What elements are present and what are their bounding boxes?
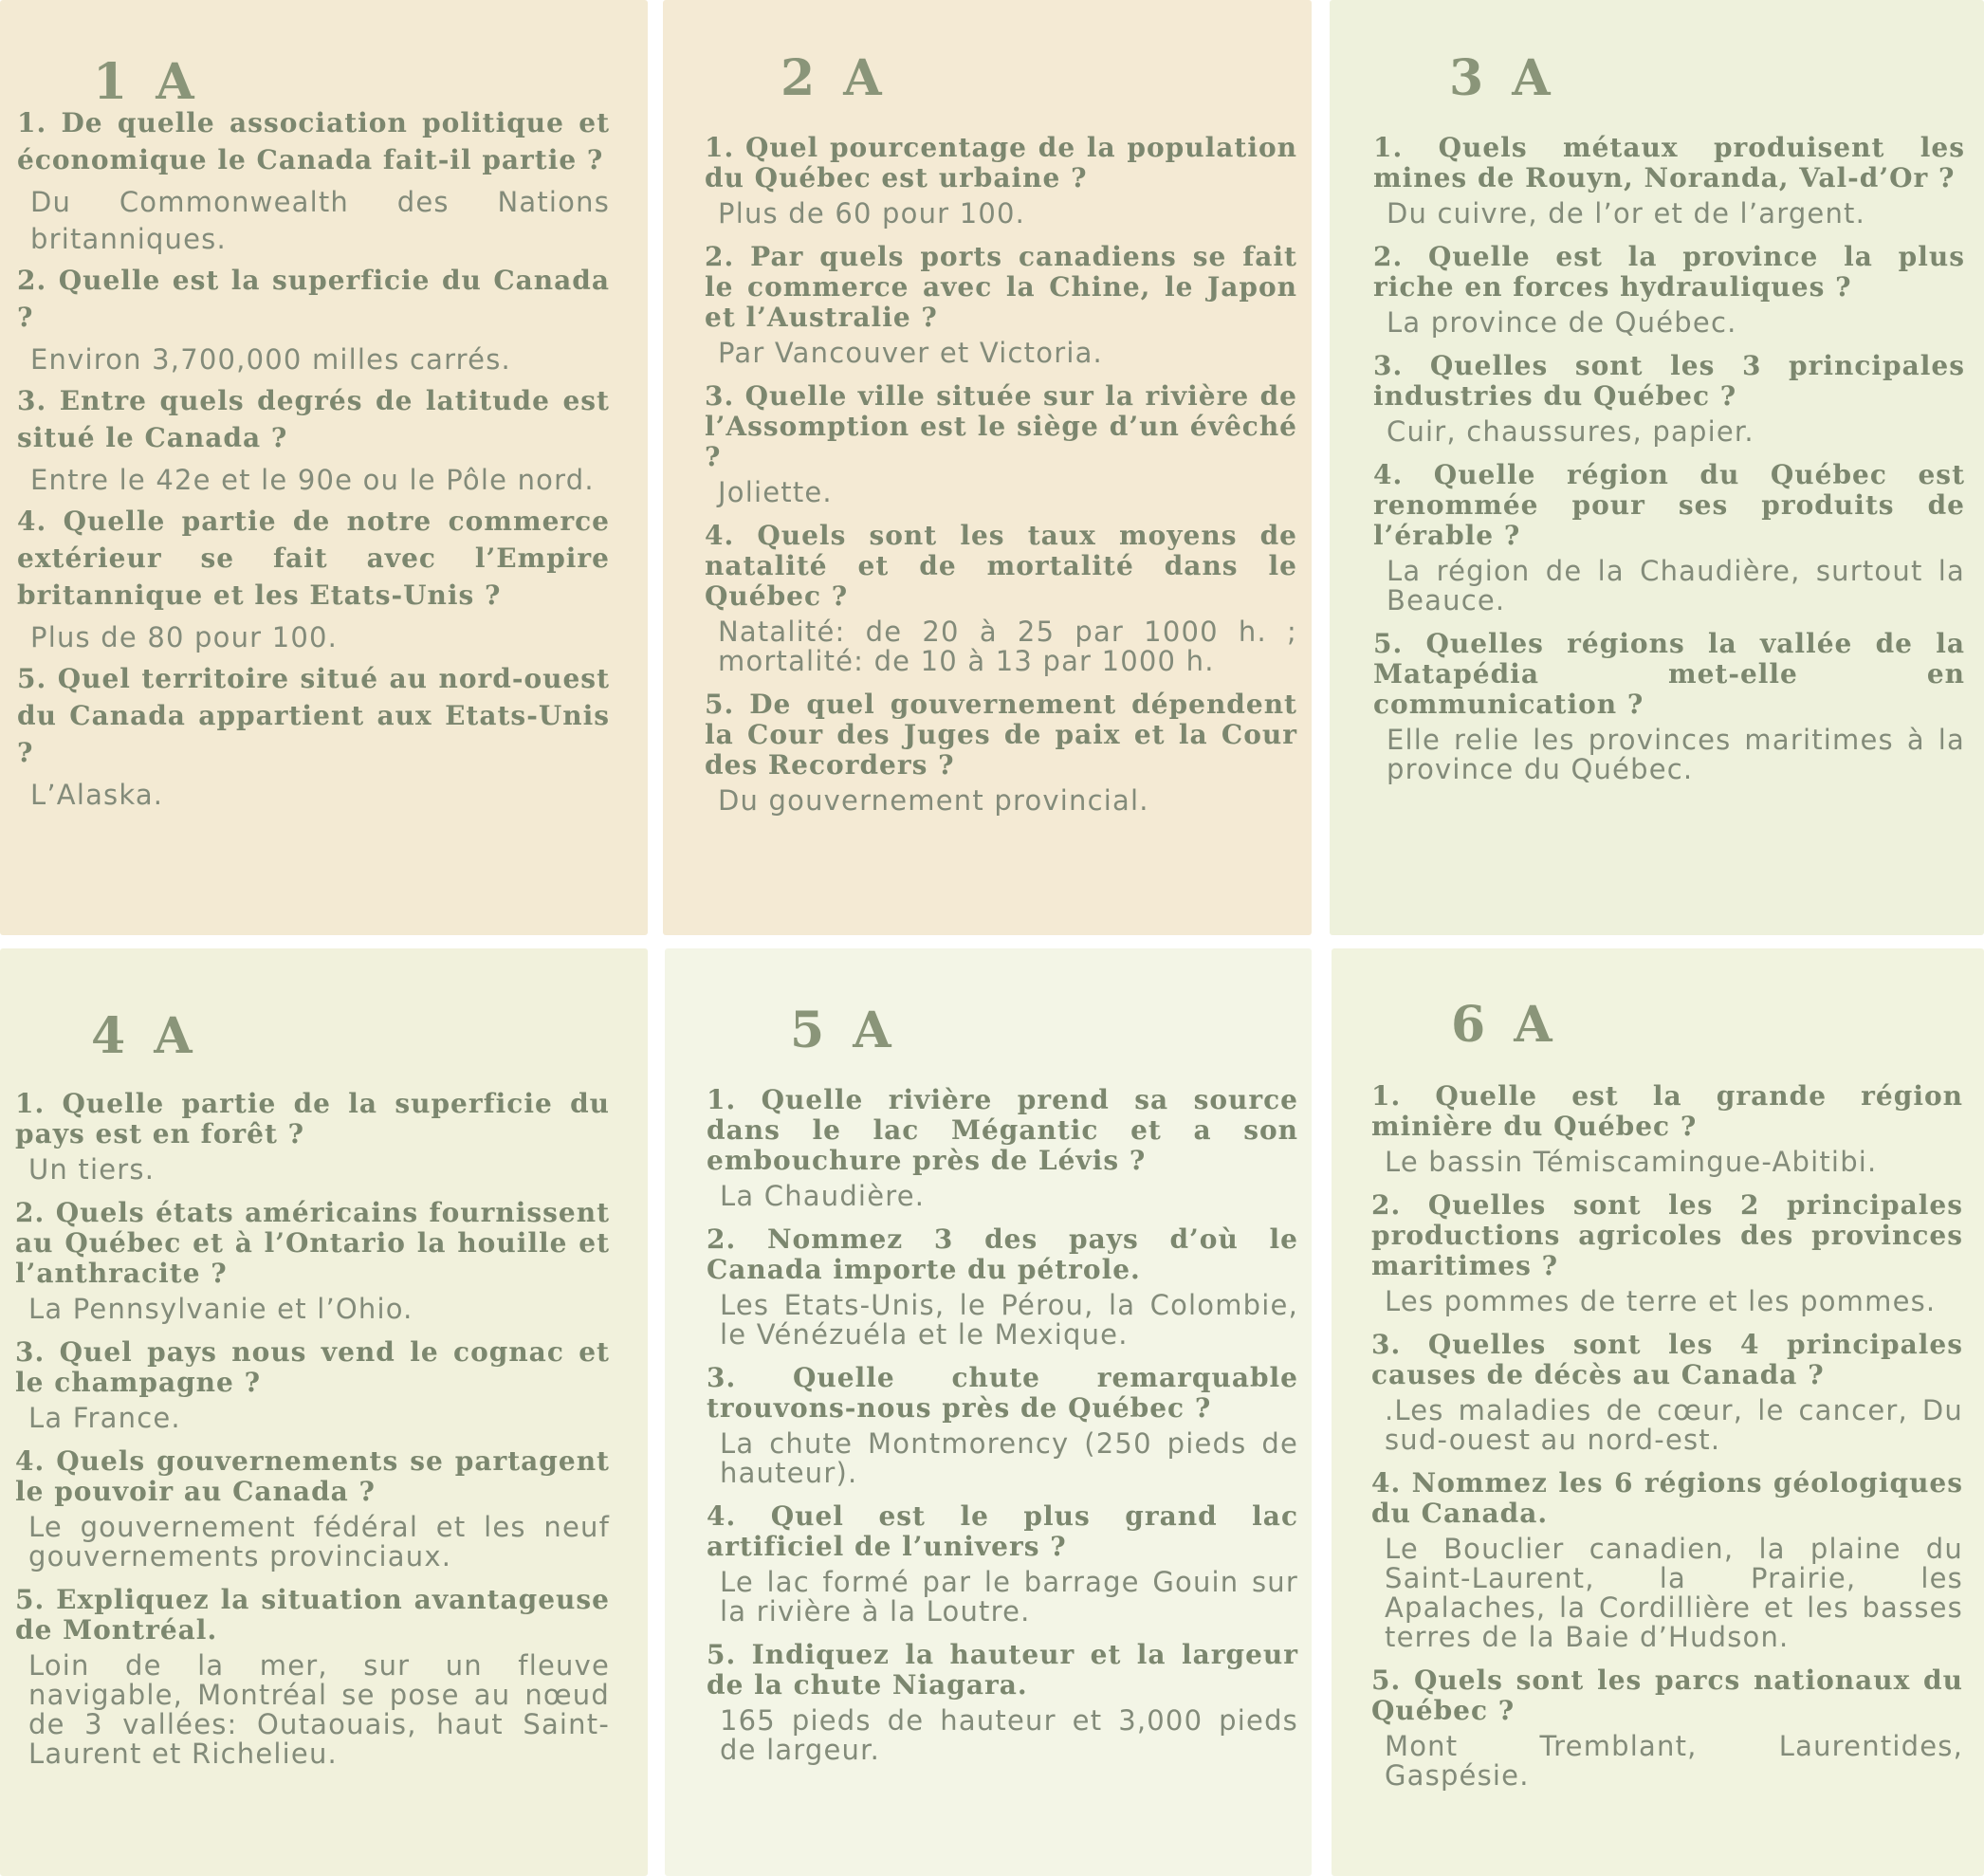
- question-text: 4. Quels gouvernements se partagent le pouvoir au Canada ?: [15, 1445, 610, 1507]
- answer-text: Le bassin Témiscamingue-Abitibi.: [1385, 1146, 1878, 1178]
- question-text: 3. Quelle chute remarquable trouvons-nous près de Québec ?: [707, 1362, 1298, 1424]
- question-block: [15, 1198, 610, 1324]
- quiz-card-2a: [663, 0, 1312, 935]
- question-text: 1. Quelle partie de la superficie du pays est en forêt ?: [15, 1088, 610, 1150]
- question-block: [17, 382, 610, 499]
- card-title: 3 A: [1449, 49, 1556, 107]
- question-block: [705, 381, 1297, 507]
- question-text: 2. Quels états américains fournissent au Québec et à l’Ontario la houille et l’anthracite ?: [15, 1197, 610, 1289]
- question-block: [707, 1640, 1298, 1765]
- answer-text: La Chaudière.: [720, 1180, 926, 1212]
- answer-text: Les pommes de terre et les pommes.: [1385, 1285, 1937, 1317]
- question-block: [707, 1085, 1298, 1211]
- answer-text: Un tiers.: [28, 1153, 156, 1186]
- answer-text: Loin de la mer, sur un fleuve navigable, Montréal se pose au nœud de 3 vallées: Outaouais, haut Saint-Laurent et Richelieu.: [28, 1649, 610, 1770]
- answer-text: Du cuivre, de l’or et de l’argent.: [1387, 197, 1866, 230]
- answer-text: Joliette.: [718, 476, 833, 508]
- answer-text: Le lac formé par le barrage Gouin sur la rivière à la Loutre.: [720, 1566, 1298, 1628]
- question-block: [1373, 460, 1965, 616]
- question-text: 3. Quelles sont les 3 principales industries du Québec ?: [1373, 350, 1965, 412]
- question-text: 3. Quelle ville située sur la rivière de l’Assomption est le siège d’un évêché ?: [705, 380, 1297, 472]
- answer-text: 165 pieds de hauteur et 3,000 pieds de largeur.: [720, 1704, 1298, 1766]
- question-text: 1. Quelle rivière prend sa source dans le lac Mégantic et a son embouchure près de Lévis ?: [707, 1084, 1298, 1176]
- answer-text: Cuir, chaussures, papier.: [1387, 415, 1754, 448]
- question-text: 4. Nommez les 6 régions géologiques du Canada.: [1371, 1467, 1963, 1529]
- answer-text: La province de Québec.: [1387, 306, 1737, 339]
- quiz-card-5a: [665, 948, 1312, 1876]
- answer-text: Plus de 60 pour 100.: [718, 197, 1026, 230]
- quiz-card-3a: [1330, 0, 1984, 935]
- card-title: 4 A: [91, 1007, 198, 1065]
- question-text: 2. Nommez 3 des pays d’où le Canada importe du pétrole.: [707, 1223, 1298, 1285]
- question-text: 4. Quels sont les taux moyens de natalité et de mortalité dans le Québec ?: [705, 520, 1297, 612]
- answer-text: Elle relie les provinces maritimes à la province du Québec.: [1387, 724, 1965, 785]
- question-text: 1. Quel pourcentage de la population du Québec est urbaine ?: [705, 132, 1297, 193]
- question-text: 2. Quelle est la province la plus riche en forces hydrauliques ?: [1373, 241, 1965, 303]
- question-block: [705, 521, 1297, 676]
- quiz-card-4a: [0, 948, 648, 1876]
- question-text: 3. Quelles sont les 4 principales causes de décès au Canada ?: [1371, 1329, 1963, 1390]
- question-text: 3. Entre quels degrés de latitude est situé le Canada ?: [17, 385, 610, 453]
- question-text: 5. Quel territoire situé au nord-ouest du Canada appartient aux Etats-Unis ?: [17, 663, 610, 768]
- question-text: 2. Quelle est la superficie du Canada ?: [17, 265, 610, 333]
- question-block: [1371, 1081, 1963, 1177]
- answer-text: La Pennsylvanie et l’Ohio.: [28, 1293, 413, 1325]
- question-text: 5. Quels sont les parcs nationaux du Québec ?: [1371, 1664, 1963, 1726]
- answer-text: Mont Tremblant, Laurentides, Gaspésie.: [1385, 1730, 1963, 1792]
- question-block: [15, 1337, 610, 1433]
- card-title: 1 A: [93, 53, 200, 111]
- question-block: [1371, 1330, 1963, 1455]
- question-block: [705, 242, 1297, 368]
- answer-text: Du gouvernement provincial.: [718, 784, 1149, 817]
- question-text: 4. Quelle partie de notre commerce extérieur se fait avec l’Empire britannique et les Etats-Unis ?: [17, 506, 610, 611]
- answer-text: La France.: [28, 1402, 181, 1434]
- answer-text: L’Alaska.: [30, 779, 164, 811]
- answer-text: La région de la Chaudière, surtout la Beauce.: [1387, 555, 1965, 616]
- answer-text: .Les maladies de cœur, le cancer, Du sud-ouest au nord-est.: [1385, 1394, 1963, 1456]
- question-block: [15, 1585, 610, 1769]
- question-block: [1371, 1190, 1963, 1316]
- card-title: 6 A: [1451, 996, 1558, 1054]
- question-block: [707, 1363, 1298, 1488]
- question-block: [17, 104, 610, 258]
- question-text: 4. Quel est le plus grand lac artificiel de l’univers ?: [707, 1500, 1298, 1562]
- answer-text: Plus de 80 pour 100.: [30, 621, 339, 653]
- question-block: [17, 503, 610, 656]
- question-block: [1373, 629, 1965, 784]
- question-block: [1371, 1468, 1963, 1652]
- quiz-card-1a: [0, 0, 648, 935]
- question-block: [705, 690, 1297, 816]
- answer-text: Les Etats-Unis, le Pérou, la Colombie, le Vénézuéla et le Mexique.: [720, 1289, 1298, 1351]
- question-text: 1. Quels métaux produisent les mines de Rouyn, Noranda, Val-d’Or ?: [1373, 132, 1965, 193]
- question-block: [1373, 133, 1965, 229]
- answer-text: Le gouvernement fédéral et les neuf gouvernements provinciaux.: [28, 1511, 610, 1573]
- question-text: 1. Quelle est la grande région minière du Québec ?: [1371, 1080, 1963, 1142]
- question-text: 5. De quel gouvernement dépendent la Cour des Juges de paix et la Cour des Recorders ?: [705, 689, 1297, 781]
- answer-text: Entre le 42e et le 90e ou le Pôle nord.: [30, 464, 595, 496]
- answer-text: Le Bouclier canadien, la plaine du Saint-Laurent, la Prairie, les Apalaches, la Cordillière et les basses terres de la Baie d’Hudson.: [1385, 1533, 1963, 1653]
- question-text: 3. Quel pays nous vend le cognac et le champagne ?: [15, 1336, 610, 1398]
- answer-text: La chute Montmorency (250 pieds de hauteur).: [720, 1427, 1298, 1489]
- question-text: 1. De quelle association politique et économique le Canada fait-il partie ?: [17, 107, 610, 175]
- card-title: 5 A: [790, 1002, 897, 1059]
- question-text: 5. Expliquez la situation avantageuse de Montréal.: [15, 1584, 610, 1646]
- answer-text: Natalité: de 20 à 25 par 1000 h. ; mortalité: de 10 à 13 par 1000 h.: [718, 616, 1297, 677]
- question-text: 4. Quelle région du Québec est renommée pour ses produits de l’érable ?: [1373, 459, 1965, 551]
- question-text: 2. Quelles sont les 2 principales productions agricoles des provinces maritimes ?: [1371, 1189, 1963, 1281]
- question-block: [1373, 242, 1965, 338]
- question-block: [705, 133, 1297, 229]
- question-text: 2. Par quels ports canadiens se fait le commerce avec la Chine, le Japon et l’Australie ?: [705, 241, 1297, 333]
- answer-text: Environ 3,700,000 milles carrés.: [30, 343, 511, 376]
- question-block: [1373, 351, 1965, 447]
- quiz-card-6a: [1332, 948, 1984, 1876]
- question-block: [707, 1224, 1298, 1350]
- card-title: 2 A: [781, 49, 888, 107]
- question-block: [1371, 1665, 1963, 1791]
- question-text: 5. Quelles régions la vallée de la Matapédia met-elle en communication ?: [1373, 628, 1965, 720]
- question-block: [17, 262, 610, 378]
- question-text: 5. Indiquez la hauteur et la largeur de la chute Niagara.: [707, 1639, 1298, 1701]
- question-block: [15, 1089, 610, 1185]
- question-block: [15, 1446, 610, 1572]
- question-block: [17, 660, 610, 814]
- question-block: [707, 1501, 1298, 1627]
- answer-text: Du Commonwealth des Nations britanniques.: [30, 186, 610, 255]
- answer-text: Par Vancouver et Victoria.: [718, 337, 1103, 369]
